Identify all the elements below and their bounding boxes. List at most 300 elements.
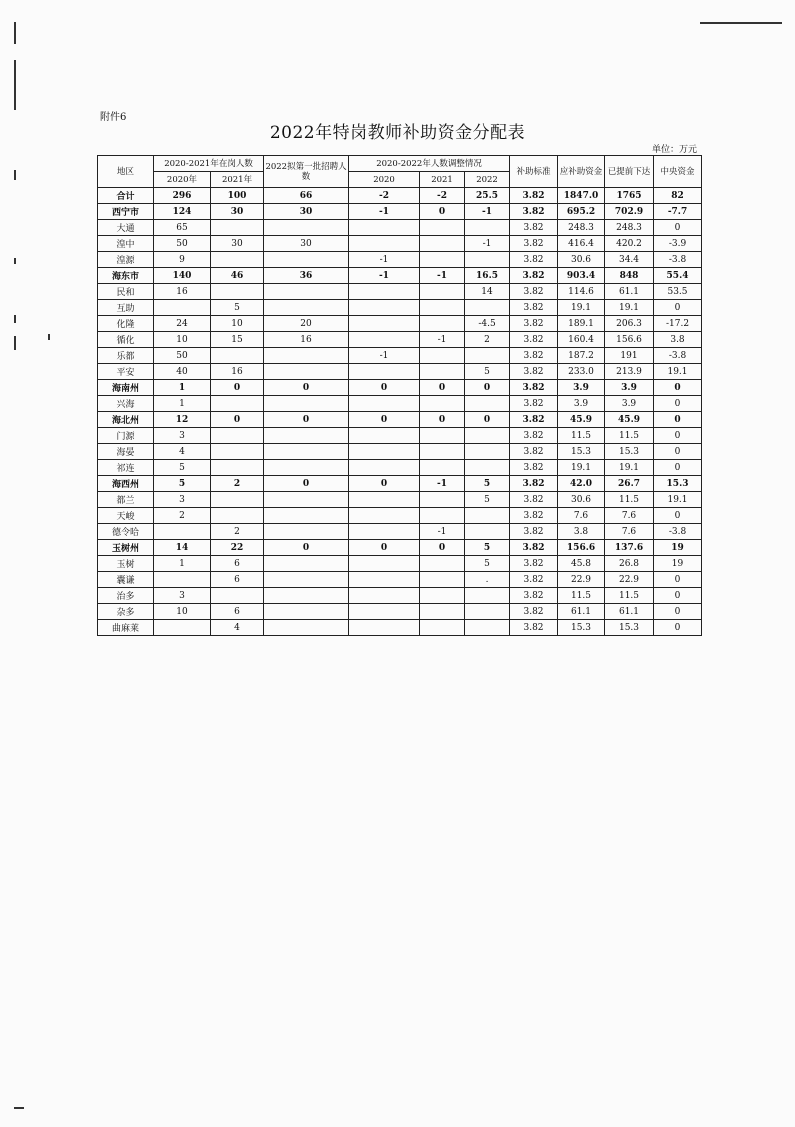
cell-central: 0 <box>654 620 702 636</box>
cell-plan: 30 <box>264 204 349 220</box>
cell-c2020: 3 <box>154 428 211 444</box>
cell-c2021: 5 <box>211 300 264 316</box>
region-cell: 祁连 <box>98 460 154 476</box>
cell-c2021: 22 <box>211 540 264 556</box>
cell-c2021: 46 <box>211 268 264 284</box>
cell-plan <box>264 300 349 316</box>
cell-a2021 <box>420 348 465 364</box>
region-cell: 海南州 <box>98 380 154 396</box>
cell-std: 3.82 <box>510 492 558 508</box>
cell-due: 3.9 <box>558 396 605 412</box>
cell-a2020 <box>349 444 420 460</box>
table-row <box>98 364 702 380</box>
header-issued: 已提前下达 <box>605 156 654 188</box>
cell-central: 0 <box>654 412 702 428</box>
cell-std: 3.82 <box>510 348 558 364</box>
scan-mark-left-6 <box>14 336 16 350</box>
region-cell: 民和 <box>98 284 154 300</box>
cell-issued: 702.9 <box>605 204 654 220</box>
cell-due: 248.3 <box>558 220 605 236</box>
cell-a2021 <box>420 604 465 620</box>
cell-central: -7.7 <box>654 204 702 220</box>
cell-due: 187.2 <box>558 348 605 364</box>
cell-c2021: 0 <box>211 380 264 396</box>
cell-c2020: 1 <box>154 380 211 396</box>
cell-due: 7.6 <box>558 508 605 524</box>
cell-std: 3.82 <box>510 204 558 220</box>
cell-std: 3.82 <box>510 252 558 268</box>
cell-issued: 848 <box>605 268 654 284</box>
header-due: 应补助资金 <box>558 156 605 188</box>
table-row <box>98 204 702 220</box>
cell-central: -3.8 <box>654 524 702 540</box>
cell-due: 45.9 <box>558 412 605 428</box>
cell-std: 3.82 <box>510 588 558 604</box>
cell-c2020: 40 <box>154 364 211 380</box>
cell-c2021 <box>211 588 264 604</box>
table-row <box>98 380 702 396</box>
cell-a2022: -4.5 <box>465 316 510 332</box>
cell-std: 3.82 <box>510 556 558 572</box>
region-cell: 曲麻莱 <box>98 620 154 636</box>
cell-due: 416.4 <box>558 236 605 252</box>
cell-c2021 <box>211 508 264 524</box>
cell-c2021: 30 <box>211 204 264 220</box>
table-row <box>98 348 702 364</box>
cell-a2022: -1 <box>465 204 510 220</box>
cell-issued: 248.3 <box>605 220 654 236</box>
cell-std: 3.82 <box>510 284 558 300</box>
region-cell: 玉树 <box>98 556 154 572</box>
cell-c2020: 5 <box>154 460 211 476</box>
table-row <box>98 316 702 332</box>
cell-a2022 <box>465 620 510 636</box>
cell-due: 42.0 <box>558 476 605 492</box>
cell-c2021: 6 <box>211 556 264 572</box>
cell-due: 3.8 <box>558 524 605 540</box>
cell-due: 903.4 <box>558 268 605 284</box>
cell-c2020: 16 <box>154 284 211 300</box>
cell-a2020: 0 <box>349 476 420 492</box>
cell-c2020 <box>154 620 211 636</box>
cell-a2021: 0 <box>420 204 465 220</box>
cell-a2022 <box>465 428 510 444</box>
cell-a2022: 5 <box>465 540 510 556</box>
cell-central: 0 <box>654 220 702 236</box>
cell-plan <box>264 588 349 604</box>
header-2021-year: 2021年 <box>211 172 264 188</box>
cell-c2021 <box>211 284 264 300</box>
cell-c2021 <box>211 396 264 412</box>
cell-a2021 <box>420 556 465 572</box>
table-row <box>98 220 702 236</box>
cell-c2020: 1 <box>154 396 211 412</box>
cell-a2022: 14 <box>465 284 510 300</box>
table-row <box>98 476 702 492</box>
scan-mark-left-3 <box>14 170 16 180</box>
cell-std: 3.82 <box>510 572 558 588</box>
cell-a2022: 5 <box>465 364 510 380</box>
cell-due: 30.6 <box>558 492 605 508</box>
scan-mark-bottom-left <box>14 1107 24 1109</box>
cell-a2020 <box>349 588 420 604</box>
cell-a2020: -1 <box>349 268 420 284</box>
table-row <box>98 540 702 556</box>
cell-a2022: 2 <box>465 332 510 348</box>
cell-issued: 19.1 <box>605 460 654 476</box>
cell-plan <box>264 220 349 236</box>
cell-a2022: 5 <box>465 492 510 508</box>
cell-a2022 <box>465 604 510 620</box>
cell-c2021: 6 <box>211 604 264 620</box>
cell-plan: 0 <box>264 476 349 492</box>
region-cell: 海北州 <box>98 412 154 428</box>
cell-central: 0 <box>654 604 702 620</box>
region-cell: 杂多 <box>98 604 154 620</box>
region-cell: 互助 <box>98 300 154 316</box>
cell-a2021 <box>420 428 465 444</box>
cell-c2021: 100 <box>211 188 264 204</box>
cell-a2022: 16.5 <box>465 268 510 284</box>
table-row <box>98 604 702 620</box>
table-row <box>98 252 702 268</box>
cell-a2022 <box>465 588 510 604</box>
attachment-label: 附件6 <box>100 112 127 123</box>
region-cell: 门源 <box>98 428 154 444</box>
cell-c2021: 10 <box>211 316 264 332</box>
cell-a2021 <box>420 300 465 316</box>
cell-issued: 19.1 <box>605 300 654 316</box>
cell-a2022 <box>465 396 510 412</box>
table-row <box>98 268 702 284</box>
cell-a2021: -1 <box>420 524 465 540</box>
cell-a2021 <box>420 492 465 508</box>
cell-a2020 <box>349 508 420 524</box>
table-row <box>98 300 702 316</box>
cell-a2020: -2 <box>349 188 420 204</box>
scan-mark-left-dot <box>48 334 50 340</box>
cell-issued: 11.5 <box>605 588 654 604</box>
cell-issued: 11.5 <box>605 428 654 444</box>
cell-std: 3.82 <box>510 268 558 284</box>
cell-plan: 0 <box>264 540 349 556</box>
cell-c2021 <box>211 428 264 444</box>
cell-std: 3.82 <box>510 444 558 460</box>
cell-central: 0 <box>654 396 702 412</box>
cell-central: 0 <box>654 444 702 460</box>
cell-c2021 <box>211 220 264 236</box>
cell-plan: 66 <box>264 188 349 204</box>
cell-plan <box>264 396 349 412</box>
region-cell: 海晏 <box>98 444 154 460</box>
cell-a2021: 0 <box>420 412 465 428</box>
cell-a2021 <box>420 460 465 476</box>
cell-issued: 11.5 <box>605 492 654 508</box>
region-cell: 化隆 <box>98 316 154 332</box>
cell-issued: 191 <box>605 348 654 364</box>
region-cell: 都兰 <box>98 492 154 508</box>
cell-a2022: -1 <box>465 236 510 252</box>
cell-c2021 <box>211 460 264 476</box>
cell-std: 3.82 <box>510 364 558 380</box>
cell-issued: 22.9 <box>605 572 654 588</box>
cell-a2022 <box>465 348 510 364</box>
cell-issued: 26.8 <box>605 556 654 572</box>
cell-a2021: 0 <box>420 380 465 396</box>
cell-due: 695.2 <box>558 204 605 220</box>
cell-a2020 <box>349 524 420 540</box>
cell-central: 0 <box>654 300 702 316</box>
cell-a2020: 0 <box>349 412 420 428</box>
header-adjust-2022: 2022 <box>465 172 510 188</box>
region-cell: 海西州 <box>98 476 154 492</box>
cell-central: 15.3 <box>654 476 702 492</box>
cell-a2021: -2 <box>420 188 465 204</box>
region-cell: 囊谦 <box>98 572 154 588</box>
table-row <box>98 412 702 428</box>
table-body <box>98 188 702 636</box>
cell-due: 19.1 <box>558 460 605 476</box>
cell-a2021: -1 <box>420 332 465 348</box>
cell-central: 19 <box>654 540 702 556</box>
cell-std: 3.82 <box>510 604 558 620</box>
cell-a2020: 0 <box>349 380 420 396</box>
cell-c2020: 10 <box>154 604 211 620</box>
header-adjust-2021: 2021 <box>420 172 465 188</box>
cell-c2020: 50 <box>154 348 211 364</box>
table-row <box>98 524 702 540</box>
cell-central: 0 <box>654 572 702 588</box>
cell-plan <box>264 508 349 524</box>
cell-std: 3.82 <box>510 316 558 332</box>
table-row <box>98 188 702 204</box>
region-cell: 湟中 <box>98 236 154 252</box>
cell-a2022 <box>465 524 510 540</box>
cell-c2020 <box>154 300 211 316</box>
cell-issued: 34.4 <box>605 252 654 268</box>
table-row <box>98 236 702 252</box>
cell-plan: 30 <box>264 236 349 252</box>
cell-plan <box>264 492 349 508</box>
cell-due: 15.3 <box>558 620 605 636</box>
cell-due: 11.5 <box>558 428 605 444</box>
cell-central: 3.8 <box>654 332 702 348</box>
cell-plan <box>264 364 349 380</box>
cell-central: 0 <box>654 380 702 396</box>
cell-a2021 <box>420 252 465 268</box>
scan-mark-left-4 <box>14 258 16 264</box>
cell-a2020 <box>349 364 420 380</box>
cell-plan <box>264 252 349 268</box>
cell-plan: 20 <box>264 316 349 332</box>
cell-plan <box>264 284 349 300</box>
cell-a2020 <box>349 332 420 348</box>
cell-due: 22.9 <box>558 572 605 588</box>
header-adjust-2020: 2020 <box>349 172 420 188</box>
cell-due: 61.1 <box>558 604 605 620</box>
cell-plan <box>264 524 349 540</box>
cell-c2021: 0 <box>211 412 264 428</box>
cell-std: 3.82 <box>510 524 558 540</box>
cell-issued: 7.6 <box>605 524 654 540</box>
cell-a2020 <box>349 460 420 476</box>
cell-issued: 61.1 <box>605 284 654 300</box>
cell-a2021 <box>420 316 465 332</box>
region-cell: 治多 <box>98 588 154 604</box>
cell-issued: 1765 <box>605 188 654 204</box>
cell-a2020 <box>349 284 420 300</box>
header-incumbent-group: 2020-2021年在岗人数 <box>154 156 264 172</box>
cell-c2021: 6 <box>211 572 264 588</box>
cell-c2021: 16 <box>211 364 264 380</box>
table-row <box>98 460 702 476</box>
cell-c2020: 3 <box>154 492 211 508</box>
cell-issued: 26.7 <box>605 476 654 492</box>
scan-mark-left-5 <box>14 315 16 323</box>
cell-issued: 3.9 <box>605 380 654 396</box>
cell-c2020: 296 <box>154 188 211 204</box>
cell-c2021: 2 <box>211 524 264 540</box>
cell-c2020: 5 <box>154 476 211 492</box>
cell-issued: 213.9 <box>605 364 654 380</box>
cell-due: 19.1 <box>558 300 605 316</box>
cell-std: 3.82 <box>510 300 558 316</box>
cell-central: 53.5 <box>654 284 702 300</box>
cell-a2021 <box>420 396 465 412</box>
cell-due: 30.6 <box>558 252 605 268</box>
cell-plan <box>264 604 349 620</box>
cell-c2020: 124 <box>154 204 211 220</box>
cell-std: 3.82 <box>510 620 558 636</box>
region-cell: 西宁市 <box>98 204 154 220</box>
cell-plan: 36 <box>264 268 349 284</box>
cell-c2020: 4 <box>154 444 211 460</box>
cell-plan <box>264 460 349 476</box>
cell-a2020 <box>349 300 420 316</box>
cell-c2021: 4 <box>211 620 264 636</box>
cell-a2021 <box>420 444 465 460</box>
cell-a2020: -1 <box>349 348 420 364</box>
cell-a2020 <box>349 620 420 636</box>
cell-plan: 0 <box>264 412 349 428</box>
cell-issued: 45.9 <box>605 412 654 428</box>
cell-c2020: 14 <box>154 540 211 556</box>
cell-a2022: . <box>465 572 510 588</box>
cell-a2022: 0 <box>465 380 510 396</box>
region-cell: 天峻 <box>98 508 154 524</box>
cell-a2021 <box>420 236 465 252</box>
table-row <box>98 620 702 636</box>
cell-issued: 206.3 <box>605 316 654 332</box>
cell-central: 0 <box>654 428 702 444</box>
cell-central: 19.1 <box>654 364 702 380</box>
cell-c2021: 30 <box>211 236 264 252</box>
cell-a2020 <box>349 556 420 572</box>
cell-c2021 <box>211 252 264 268</box>
cell-c2021: 2 <box>211 476 264 492</box>
cell-a2021 <box>420 364 465 380</box>
cell-a2021: -1 <box>420 476 465 492</box>
cell-std: 3.82 <box>510 396 558 412</box>
table-row <box>98 428 702 444</box>
cell-issued: 3.9 <box>605 396 654 412</box>
cell-issued: 420.2 <box>605 236 654 252</box>
cell-a2020: 0 <box>349 540 420 556</box>
cell-c2021 <box>211 348 264 364</box>
cell-std: 3.82 <box>510 412 558 428</box>
cell-std: 3.82 <box>510 540 558 556</box>
cell-plan: 16 <box>264 332 349 348</box>
cell-a2022 <box>465 444 510 460</box>
header-region: 地区 <box>98 156 154 188</box>
cell-c2021 <box>211 492 264 508</box>
table-row <box>98 588 702 604</box>
cell-a2022: 5 <box>465 476 510 492</box>
cell-central: -3.9 <box>654 236 702 252</box>
cell-central: 0 <box>654 508 702 524</box>
header-plan: 2022拟第一批招聘人数 <box>264 156 349 188</box>
cell-a2020 <box>349 236 420 252</box>
table-row <box>98 332 702 348</box>
cell-central: 0 <box>654 460 702 476</box>
cell-a2021: 0 <box>420 540 465 556</box>
table-row <box>98 572 702 588</box>
cell-a2022 <box>465 508 510 524</box>
cell-plan <box>264 556 349 572</box>
region-cell: 循化 <box>98 332 154 348</box>
cell-c2020 <box>154 524 211 540</box>
cell-c2020: 1 <box>154 556 211 572</box>
region-cell: 大通 <box>98 220 154 236</box>
cell-central: 0 <box>654 588 702 604</box>
table-row <box>98 396 702 412</box>
cell-std: 3.82 <box>510 332 558 348</box>
cell-std: 3.82 <box>510 476 558 492</box>
cell-due: 114.6 <box>558 284 605 300</box>
region-cell: 合计 <box>98 188 154 204</box>
cell-c2020: 10 <box>154 332 211 348</box>
cell-central: -17.2 <box>654 316 702 332</box>
cell-central: 82 <box>654 188 702 204</box>
cell-a2022: 5 <box>465 556 510 572</box>
cell-plan <box>264 428 349 444</box>
header-standard: 补助标准 <box>510 156 558 188</box>
cell-a2020 <box>349 220 420 236</box>
cell-std: 3.82 <box>510 460 558 476</box>
region-cell: 乐都 <box>98 348 154 364</box>
cell-a2022 <box>465 220 510 236</box>
cell-c2021 <box>211 444 264 460</box>
region-cell: 湟源 <box>98 252 154 268</box>
scan-mark-left-1 <box>14 22 16 44</box>
cell-std: 3.82 <box>510 508 558 524</box>
region-cell: 海东市 <box>98 268 154 284</box>
header-adjust-group: 2020-2022年人数调整情况 <box>349 156 510 172</box>
cell-plan <box>264 348 349 364</box>
cell-std: 3.82 <box>510 188 558 204</box>
cell-a2022 <box>465 300 510 316</box>
cell-c2020 <box>154 572 211 588</box>
cell-a2020 <box>349 428 420 444</box>
cell-c2020: 2 <box>154 508 211 524</box>
cell-a2020: -1 <box>349 252 420 268</box>
cell-a2020 <box>349 492 420 508</box>
cell-issued: 137.6 <box>605 540 654 556</box>
cell-central: -3.8 <box>654 348 702 364</box>
page-title: 2022年特岗教师补助资金分配表 <box>269 123 526 143</box>
header-2020-year: 2020年 <box>154 172 211 188</box>
header-central: 中央资金 <box>654 156 702 188</box>
